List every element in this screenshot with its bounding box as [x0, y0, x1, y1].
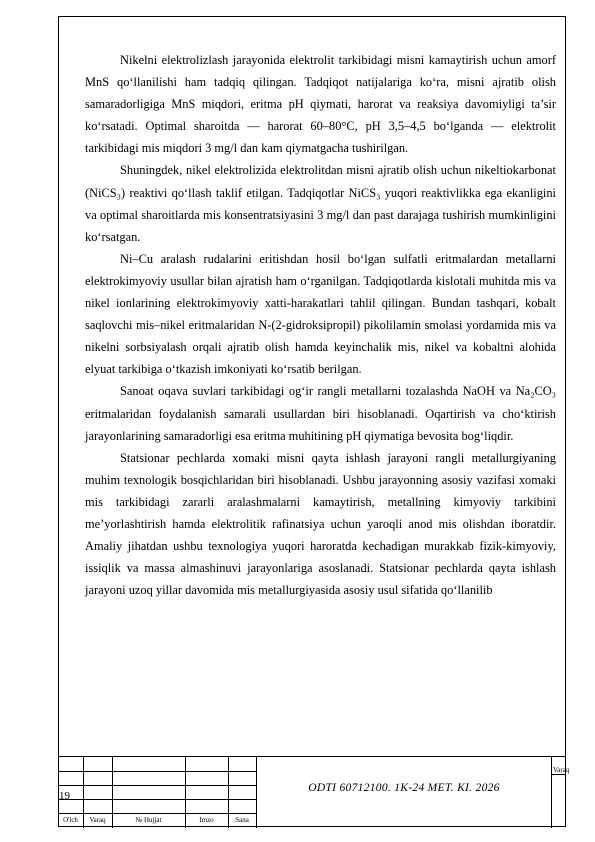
- title-block: [58, 756, 570, 827]
- stamp-col-sana: Sana: [235, 816, 249, 824]
- paragraph-3: Ni–Cu aralash rudalarini eritishdan hosil bo‘lgan sulfatli eritmalardan metallarni elektrokimyoviy usullar bilan ajratish ham o‘rganilgan. Tadqiqotlarda kislotali muhitda mis va nikel ionlarining elektrokimyoviy xatti-harakatlari tahlil qilingan. Bundan tashqari, kobalt saqlovchi mis–nikel eritmalaridan N-(2-gidroksipropil) pikolilamin smolasi yordamida mis va nikelni sorbsiyalash orqali ajratib olish hamda keyinchalik mis, nikel va kobaltni alohida elyuat tarkibiga o‘tkazish imkoniyati ko‘rsatib berilgan.: [85, 251, 556, 377]
- stamp-col-hujjat: № Hujjat: [135, 816, 162, 824]
- stamp-row-line: [551, 774, 566, 775]
- stamp-row-line: [58, 785, 256, 786]
- stamp-row-line: [58, 813, 256, 814]
- sheet-label: Varaq: [553, 766, 570, 774]
- stamp-row-line: [58, 799, 256, 800]
- stamp-col-imzo: Imzo: [199, 816, 214, 824]
- stamp-col-varaq: Varaq: [89, 816, 106, 824]
- stamp-row-line: [58, 771, 256, 772]
- paragraph-1: Nikelni elektrolizlash jarayonida elektrolit tarkibidagi misni kamaytirish uchun amorf MnS qo‘llanilishi ham tadqiq qilingan. Tadqiqot natijalariga ko‘ra, misni ajratib olish samaradorligiga MnS miqdori, eritma pH qiymati, harorat va reaksiya davomiyligi ta’sir ko‘rsatadi. Optimal sharoitda — harorat 60–80°C, pH 3,5–4,5 bo‘lganda — elektrolit tarkibidagi mis miqdori 3 mg/l dan kam qiymatgacha tushirilgan.: [85, 53, 556, 156]
- paragraph-2: Shuningdek, nikel elektrolizida elektrolitdan misni ajratib olish uchun nikeltiokarbonat (NiCS₃) reaktivi qo‘llash taklif etilgan. Tadqiqotlar NiCS₃ yuqori reaktivlikka ega ekanligini va optimal sharoitlarda mis konsentratsiyasini 3 mg/l dan past darajaga tushirish mumkinligini ko‘rsatgan.: [85, 163, 556, 244]
- stamp-col-olch: O'lch: [63, 816, 78, 824]
- paragraph-5: Statsionar pechlarda xomaki misni qayta ishlash jarayoni rangli metallurgiyaning muhim texnologik bosqichlaridan biri hisoblanadi. Ushbu jarayonning asosiy vazifasi xomaki mis tarkibidagi zararli aralashmalarni kamaytirish, metallning kimyoviy tarkibini me’yorlashtirish hamda elektrolitik rafinatsiya uchun yaroqli anod mis olishdan iboratdir. Amaliy jihatdan ushbu texnologiya yuqori haroratda kechadigan murakkab fizik-kimyoviy, issiqlik va massa almashinuvi jarayonlariga asoslanadi. Statsionar pechlarda qayta ishlash jarayoni uzoq yillar davomida mis metallurgiyasida asosiy usul sifatida qo‘llanilib: [85, 450, 556, 598]
- page-number: 19: [59, 790, 70, 802]
- body-text: [85, 49, 556, 601]
- document-code: ODTI 60712100. 1K-24 MET. KI. 2026: [308, 782, 500, 794]
- stamp-divider: [551, 757, 552, 828]
- paragraph-4: Sanoat oqava suvlari tarkibidagi og‘ir rangli metallarni tozalashda NaOH va Na₂CO₃ eritmalaridan foydalanish samarali usullardan biri hisoblanadi. Oqartirish va cho‘ktirish jarayonlarining samaradorligi esa eritma muhitining pH qiymatiga bevosita bog‘liqdir.: [85, 384, 556, 443]
- stamp-divider: [256, 757, 257, 828]
